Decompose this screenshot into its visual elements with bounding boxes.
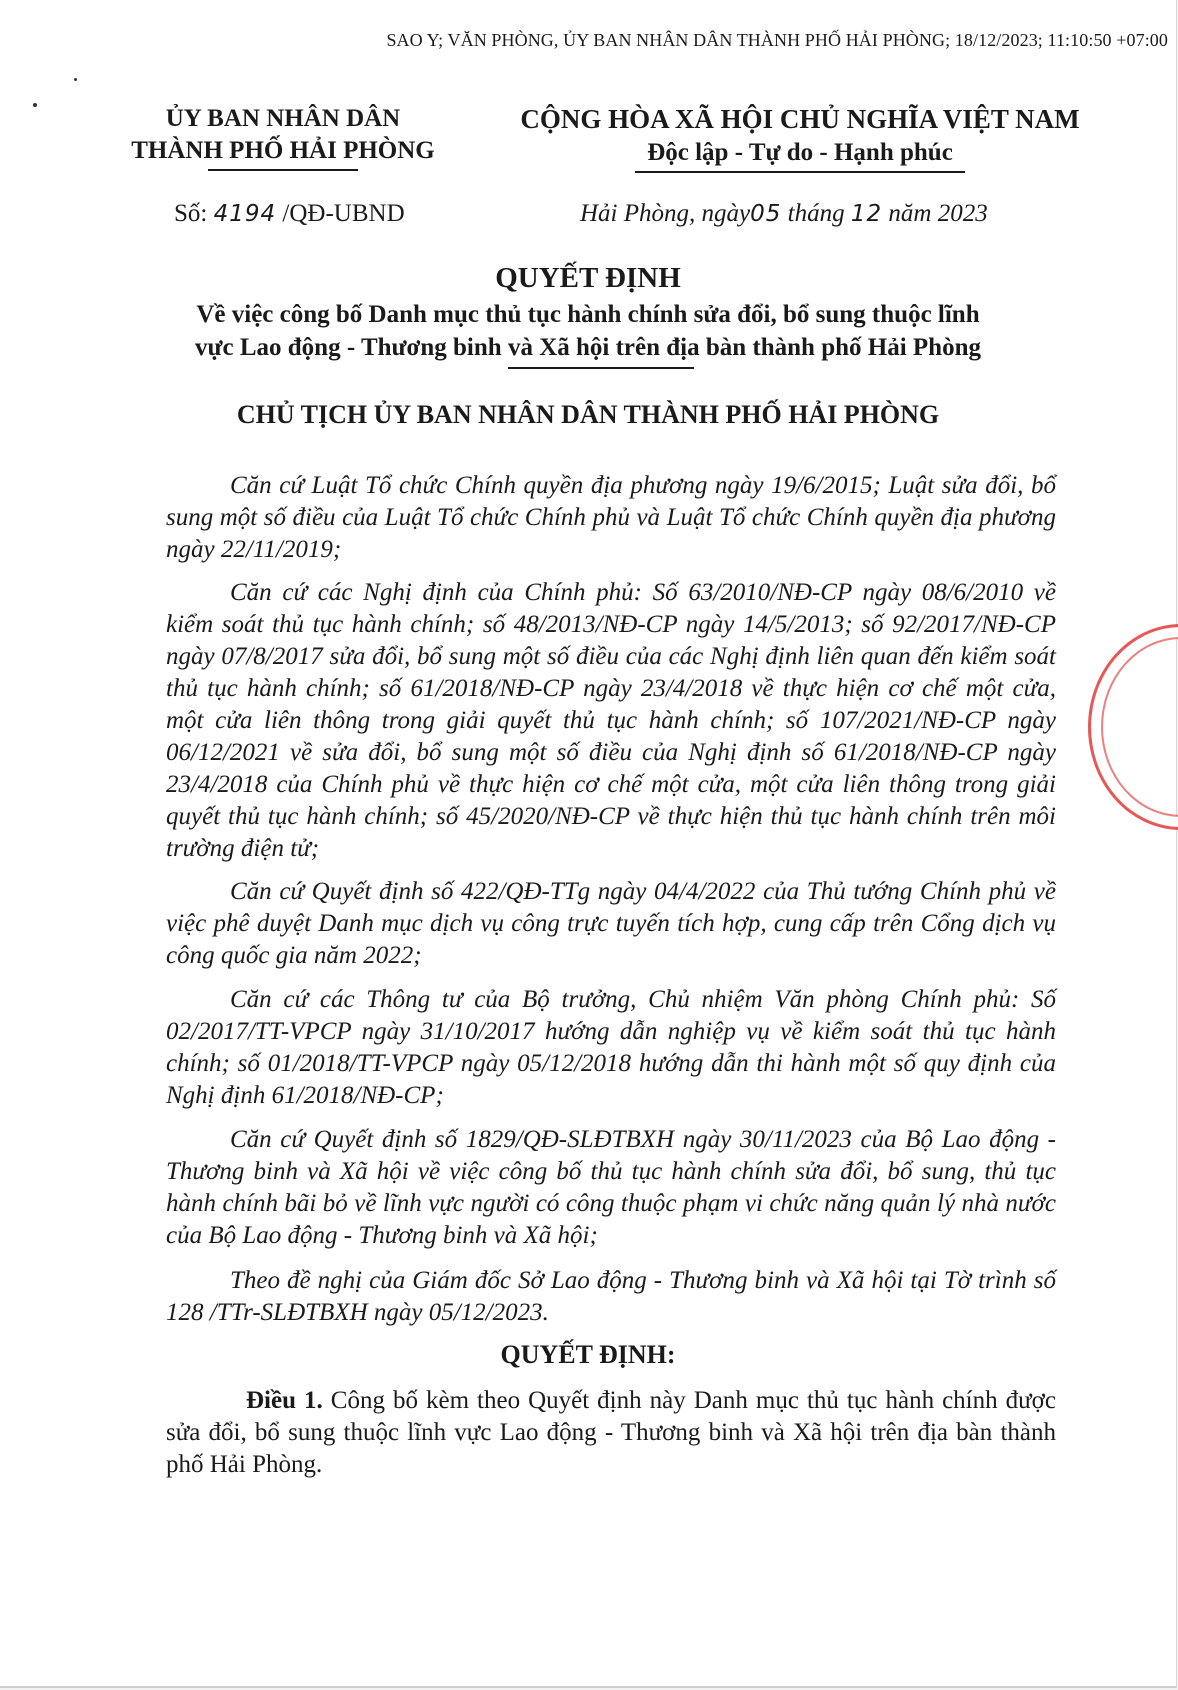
- copy-stamp-line: SAO Y; VĂN PHÒNG, ỦY BAN NHÂN DÂN THÀNH PHỐ HẢI PHÒNG; 18/12/2023; 11:10:50 +07:00: [386, 30, 1168, 50]
- org-underline: [208, 169, 358, 171]
- scan-speck: [33, 103, 37, 107]
- issuing-authority: [118, 103, 448, 171]
- legal-basis-paragraph: Căn cứ các Nghị định của Chính phủ: Số 63/2010/NĐ-CP ngày 08/6/2010 về kiểm soát thủ tục hành chính; số 48/2013/NĐ-CP ngày 14/5/2013; số 92/2017/NĐ-CP ngày 07/8/2017 sửa đổi, bổ sung một số điều của các Nghị định liên quan đến kiểm soát thủ tục hành chính; số 61/2018/NĐ-CP ngày 23/4/2018 về thực hiện cơ chế một cửa, một cửa liên thông trong giải quyết thủ tục hành chính; số 107/2021/NĐ-CP ngày 06/12/2021 về sửa đổi, bổ sung một số điều của Nghị định số 61/2018/NĐ-CP ngày 23/4/2018 của Chính phủ về thực hiện cơ chế một cửa, một cửa liên thông trong giải quyết thủ tục hành chính; số 45/2020/NĐ-CP về thực hiện thủ tục hành chính trên môi trường điện tử;: [166, 579, 1056, 862]
- decision-heading: QUYẾT ĐỊNH:: [500, 1340, 676, 1369]
- date-day-handwritten: 05: [750, 201, 782, 227]
- subject-line-1: Về việc công bố Danh mục thủ tục hành chính sửa đổi, bổ sung thuộc lĩnh: [196, 301, 980, 328]
- ref-number-handwritten: 4194: [213, 201, 277, 227]
- nation-line-1: CỘNG HÒA XÃ HỘI CHỦ NGHĨA VIỆT NAM: [520, 104, 1080, 134]
- org-line-1: ỦY BAN NHÂN DÂN: [165, 105, 401, 132]
- legal-basis-paragraph: Căn cứ Quyết định số 1829/QĐ-SLĐTBXH ngày 30/11/2023 của Bộ Lao động - Thương binh và Xã hội về việc công bố thủ tục hành chính sửa đổi, bổ sung, thủ tục hành chính bãi bỏ về lĩnh vực người có công thuộc phạm vi chức năng quản lý nhà nước của Bộ Lao động - Thương binh và Xã hội;: [166, 1126, 1056, 1249]
- authority-heading: CHỦ TỊCH ỦY BAN NHÂN DÂN THÀNH PHỐ HẢI PHÒNG: [236, 400, 940, 429]
- legal-basis-paragraph: Căn cứ các Thông tư của Bộ trưởng, Chủ nhiệm Văn phòng Chính phủ: Số 02/2017/TT-VPCP ngày 31/10/2017 hướng dẫn nghiệp vụ về kiểm soát thủ tục hành chính; số 01/2018/TT-VPCP ngày 05/12/2018 hướng dẫn thi hành một số quy định của Nghị định 61/2018/NĐ-CP;: [166, 986, 1056, 1109]
- document-type-title: QUYẾT ĐỊNH: [495, 262, 681, 294]
- article-1-text: Công bố kèm theo Quyết định này Danh mục thủ tục hành chính được sửa đổi, bổ sung thuộc lĩnh vực Lao động - Thương binh và Xã hội trên địa bàn thành phố Hải Phòng.: [166, 1387, 1056, 1478]
- document-subject: [0, 298, 1176, 364]
- nation-motto: Độc lập - Tự do - Hạnh phúc: [647, 139, 953, 166]
- date-month-handwritten: 12: [850, 201, 883, 227]
- issue-date: [580, 200, 988, 228]
- proposal-paragraph: Theo đề nghị của Giám đốc Sở Lao động - Thương binh và Xã hội tại Tờ trình số 128 /TTr-SLĐTBXH ngày 05/12/2023.: [166, 1267, 1056, 1326]
- subject-underline: [508, 367, 694, 369]
- ref-suffix: /QĐ-UBND: [276, 200, 405, 227]
- motto-underline: [635, 171, 965, 173]
- subject-line-2: vực Lao động - Thương binh và Xã hội trên địa bàn thành phố Hải Phòng: [195, 334, 981, 361]
- national-heading: [490, 103, 1110, 173]
- legal-basis-paragraph: Căn cứ Quyết định số 422/QĐ-TTg ngày 04/4/2022 của Thủ tướng Chính phủ về việc phê duyệt Danh mục dịch vụ công trực tuyến tích hợp, cung cấp trên Cổng dịch vụ công quốc gia năm 2022;: [166, 878, 1056, 969]
- ref-prefix: Số:: [174, 200, 214, 227]
- article-1: [166, 1385, 1056, 1481]
- reference-number: [174, 200, 405, 228]
- article-1-label: Điều 1.: [246, 1387, 323, 1414]
- org-line-2: THÀNH PHỐ HẢI PHÒNG: [131, 137, 435, 164]
- date-month-word: tháng: [781, 200, 851, 227]
- legal-basis-paragraph: Căn cứ Luật Tổ chức Chính quyền địa phương ngày 19/6/2015; Luật sửa đổi, bổ sung một số điều của Luật Tổ chức Chính phủ và Luật Tổ chức Chính quyền địa phương ngày 22/11/2019;: [166, 472, 1056, 563]
- date-place: Hải Phòng, ngày: [580, 200, 751, 227]
- date-year: năm 2023: [882, 200, 988, 227]
- scan-speck: [74, 78, 77, 81]
- red-seal-stamp: [1088, 624, 1178, 830]
